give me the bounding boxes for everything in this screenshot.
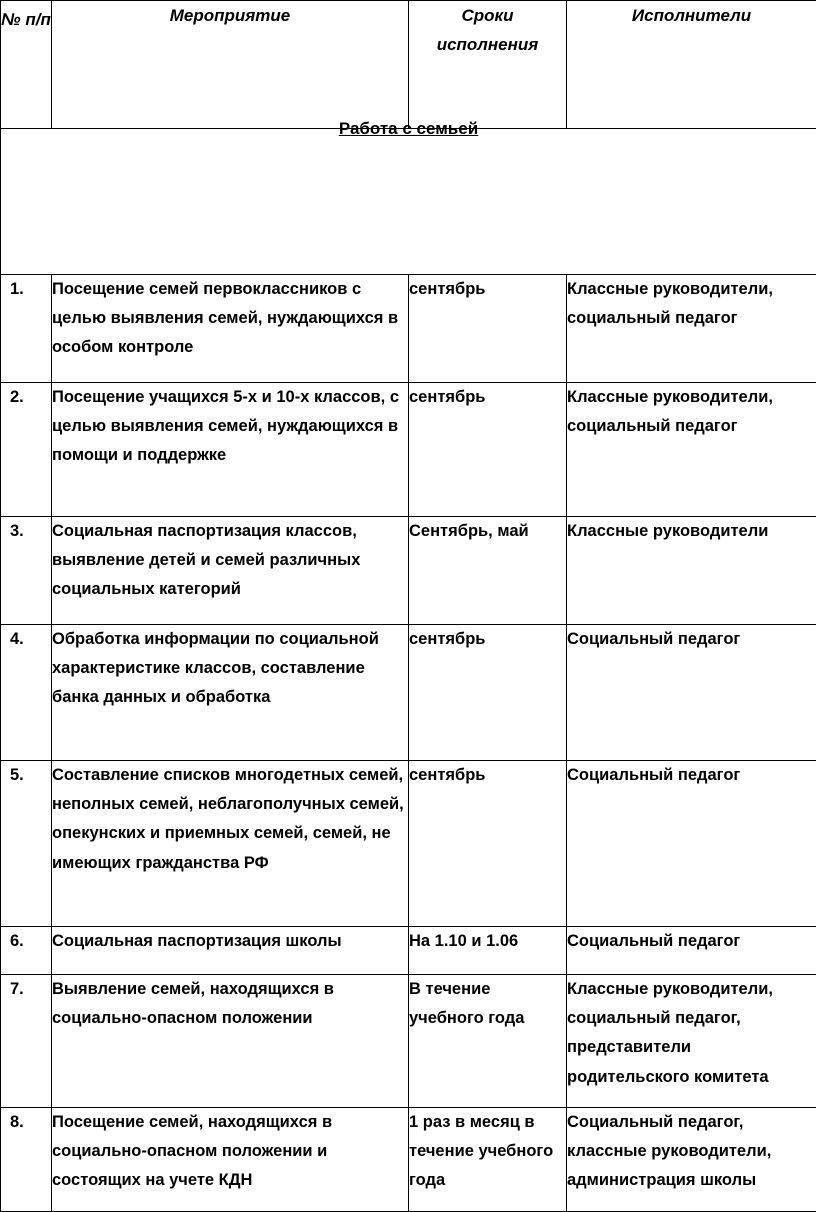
row-num: 3. <box>1 517 52 625</box>
section-row <box>1 129 816 275</box>
row-num: 5. <box>1 761 52 927</box>
header-deadline: Сроки исполнения <box>409 1 567 129</box>
row-executors: Классные руководители, социальный педагог, представители родительского комитета <box>567 975 816 1108</box>
row-deadline: сентябрь <box>409 761 567 927</box>
row-executors: Социальный педагог <box>567 927 816 975</box>
row-deadline: сентябрь <box>409 625 567 761</box>
row-event: Посещение учащихся 5-х и 10-х классов, с целью выявления семей, нуждающихся в помощи и поддержке <box>52 383 409 517</box>
table-row <box>1 1108 816 1212</box>
row-executors: Классные руководители <box>567 517 816 625</box>
row-deadline: сентябрь <box>409 275 567 383</box>
section-title: Работа с семьей <box>339 119 478 138</box>
row-event: Посещение семей, находящихся в социально-опасном положении и состоящих на учете КДН <box>52 1108 409 1212</box>
row-event: Социальная паспортизация школы <box>52 927 409 975</box>
row-executors: Классные руководители, социальный педагог <box>567 383 816 517</box>
table-row <box>1 975 816 1108</box>
row-deadline: Сентябрь, май <box>409 517 567 625</box>
row-num: 7. <box>1 975 52 1108</box>
row-deadline: 1 раз в месяц в течение учебного года <box>409 1108 567 1212</box>
row-event: Обработка информации по социальной характеристике классов, составление банка данных и обработка <box>52 625 409 761</box>
header-event: Мероприятие <box>52 1 409 129</box>
row-event: Выявление семей, находящихся в социально-опасном положении <box>52 975 409 1108</box>
row-num: 4. <box>1 625 52 761</box>
row-executors: Социальный педагог, классные руководители, администрация школы <box>567 1108 816 1212</box>
table-row <box>1 761 816 927</box>
header-executors: Исполнители <box>567 1 816 129</box>
table-row <box>1 275 816 383</box>
row-num: 6. <box>1 927 52 975</box>
row-num: 1. <box>1 275 52 383</box>
row-deadline: сентябрь <box>409 383 567 517</box>
row-event: Социальная паспортизация классов, выявление детей и семей различных социальных категорий <box>52 517 409 625</box>
row-event: Посещение семей первоклассников с целью выявления семей, нуждающихся в особом контроле <box>52 275 409 383</box>
row-executors: Социальный педагог <box>567 625 816 761</box>
row-executors: Социальный педагог <box>567 761 816 927</box>
row-num: 2. <box>1 383 52 517</box>
row-executors: Классные руководители, социальный педагог <box>567 275 816 383</box>
header-num: № п/п <box>1 1 52 129</box>
row-deadline: В течение учебного года <box>409 975 567 1108</box>
table-row <box>1 625 816 761</box>
row-deadline: На 1.10 и 1.06 <box>409 927 567 975</box>
header-row <box>1 1 816 129</box>
row-event: Составление списков многодетных семей, неполных семей, неблагополучных семей, опекунских и приемных семей, семей, не имеющих гражданства РФ <box>52 761 409 927</box>
table-row <box>1 927 816 975</box>
row-num: 8. <box>1 1108 52 1212</box>
table-row <box>1 383 816 517</box>
table-row <box>1 517 816 625</box>
